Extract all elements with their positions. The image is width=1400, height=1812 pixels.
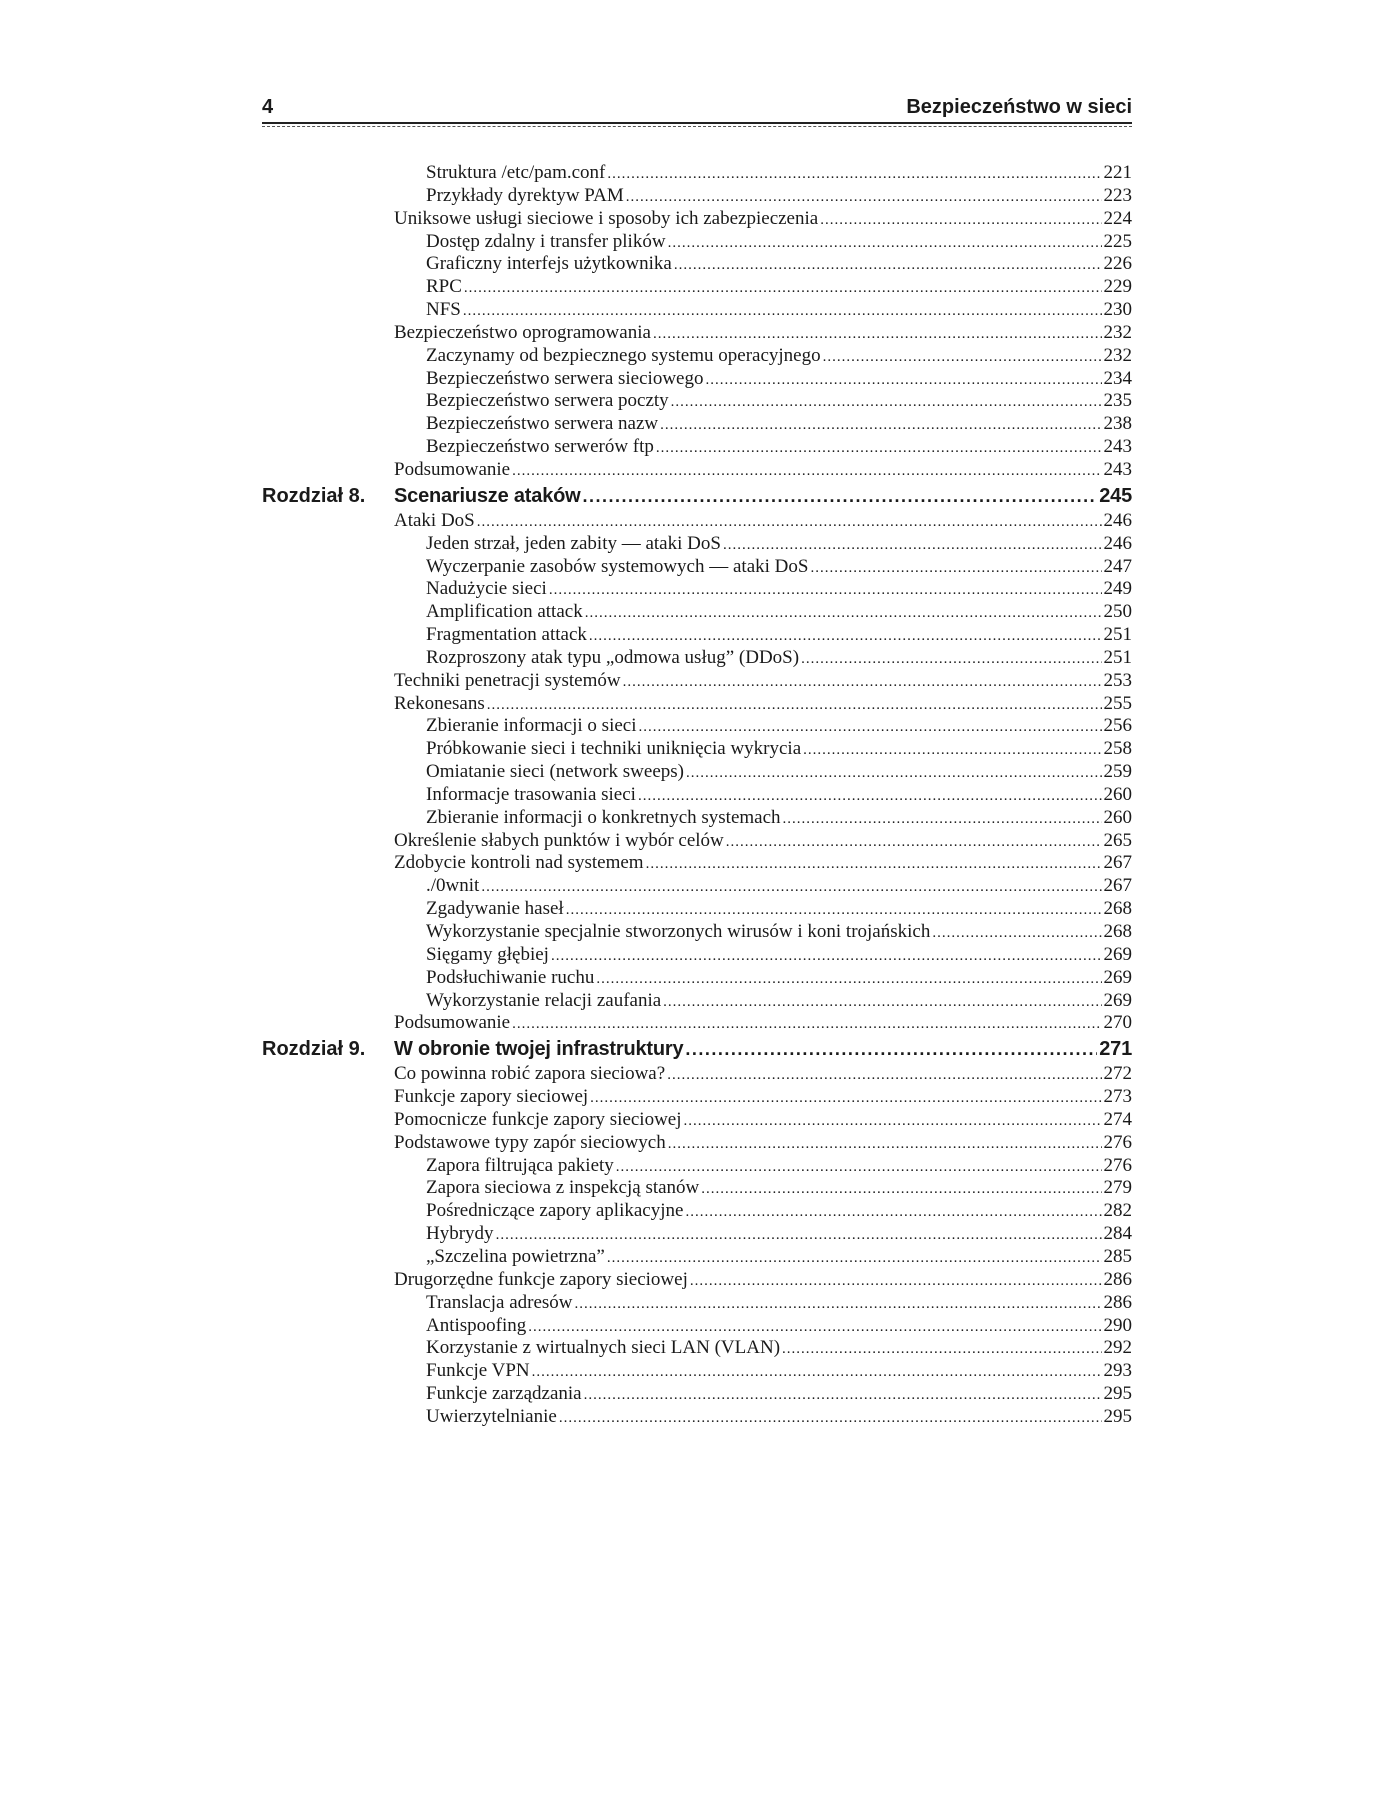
toc-entry — [426, 1223, 1132, 1246]
toc-entry — [426, 761, 1132, 784]
toc-row — [262, 921, 1132, 944]
chapter-label: Rozdział 9. — [262, 1038, 366, 1061]
entry-page-number: 293 — [1103, 1360, 1132, 1382]
dot-leader — [512, 1013, 1101, 1036]
dot-leader — [626, 186, 1102, 209]
toc-entry — [426, 1246, 1132, 1269]
entry-title: Fragmentation attack — [426, 624, 587, 646]
dot-leader — [782, 1338, 1101, 1361]
toc-entry — [426, 624, 1132, 647]
dot-leader — [616, 1156, 1102, 1179]
toc-row — [262, 715, 1132, 738]
toc-entry — [426, 784, 1132, 807]
entry-title: Co powinna robić zapora sieciowa? — [394, 1063, 666, 1085]
entry-title: Podsumowanie — [394, 1012, 511, 1034]
entry-page-number: 292 — [1103, 1337, 1132, 1359]
entry-page-number: 271 — [1099, 1038, 1132, 1061]
toc-row — [262, 231, 1132, 254]
dot-leader — [685, 1201, 1101, 1224]
entry-title: Bezpieczeństwo serwera poczty — [426, 390, 669, 412]
entry-title: Podsumowanie — [394, 458, 511, 480]
toc-row — [262, 624, 1132, 647]
entry-page-number: 258 — [1103, 738, 1132, 760]
toc-row — [262, 1315, 1132, 1338]
toc-entry — [426, 1337, 1132, 1360]
toc-entry — [426, 601, 1132, 624]
entry-page-number: 243 — [1103, 458, 1132, 480]
dot-leader — [726, 831, 1102, 854]
entry-page-number: 265 — [1103, 829, 1132, 851]
toc-entry — [426, 1292, 1132, 1315]
entry-page-number: 238 — [1103, 413, 1132, 435]
toc-row — [262, 1337, 1132, 1360]
toc-row — [262, 413, 1132, 436]
dot-leader — [585, 602, 1102, 625]
toc-entry — [426, 990, 1132, 1013]
entry-page-number: 251 — [1103, 624, 1132, 646]
entry-title: Zapora filtrująca pakiety — [426, 1154, 614, 1176]
entry-title: Zaczynamy od bezpiecznego systemu operacyjnego — [426, 344, 821, 366]
dot-leader — [487, 694, 1102, 717]
dot-leader — [706, 369, 1102, 392]
dot-leader — [512, 460, 1101, 483]
toc-entry — [426, 556, 1132, 579]
entry-title: Dostęp zdalny i transfer plików — [426, 230, 666, 252]
toc-entry — [426, 162, 1132, 185]
entry-page-number: 232 — [1103, 321, 1132, 343]
toc-row — [262, 1177, 1132, 1200]
toc-row — [262, 556, 1132, 579]
toc-row — [262, 1292, 1132, 1315]
entry-title: Bezpieczeństwo oprogramowania — [394, 321, 651, 343]
entry-page-number: 229 — [1103, 276, 1132, 298]
entry-title: ./0wnit — [426, 875, 480, 897]
dot-leader — [463, 300, 1102, 323]
dot-leader — [684, 1110, 1102, 1133]
entry-page-number: 225 — [1103, 230, 1132, 252]
toc-entry — [426, 413, 1132, 436]
toc-entry — [394, 830, 1132, 853]
dot-leader — [820, 209, 1101, 232]
entry-title: Bezpieczeństwo serwera nazw — [426, 413, 659, 435]
entry-title: Próbkowanie sieci i techniki uniknięcia wykrycia — [426, 738, 802, 760]
dot-leader — [584, 1384, 1102, 1407]
entry-page-number: 273 — [1103, 1086, 1132, 1108]
entry-title: Uwierzytelnianie — [426, 1405, 557, 1427]
dot-leader — [823, 346, 1102, 369]
dot-leader — [639, 716, 1102, 739]
toc-entry — [426, 368, 1132, 391]
toc-row — [262, 1155, 1132, 1178]
toc-row — [262, 807, 1132, 830]
toc-row — [262, 898, 1132, 921]
toc-entry — [394, 208, 1132, 231]
toc-entry — [394, 1012, 1132, 1035]
dot-leader — [589, 625, 1102, 648]
entry-page-number: 224 — [1103, 207, 1132, 229]
entry-page-number: 246 — [1103, 509, 1132, 531]
dot-leader — [653, 323, 1102, 346]
entry-title: Omiatanie sieci (network sweeps) — [426, 761, 684, 783]
dot-leader — [551, 945, 1102, 968]
toc-row — [262, 459, 1132, 482]
dot-leader — [663, 991, 1101, 1014]
chapter-row — [262, 482, 1132, 510]
dot-leader — [607, 163, 1101, 186]
entry-title: Rozproszony atak typu „odmowa usług” (DDoS) — [426, 646, 800, 668]
entry-title: Informacje trasowania sieci — [426, 783, 636, 805]
toc-entry — [394, 510, 1132, 533]
toc-entry — [426, 1383, 1132, 1406]
entry-title: Ataki DoS — [394, 509, 475, 531]
entry-title: Nadużycie sieci — [426, 578, 547, 600]
toc-row — [262, 670, 1132, 693]
entry-page-number: 295 — [1103, 1383, 1132, 1405]
toc-row — [262, 1132, 1132, 1155]
toc-entry — [426, 390, 1132, 413]
entry-page-number: 269 — [1103, 989, 1132, 1011]
toc-entry — [426, 715, 1132, 738]
entry-page-number: 269 — [1103, 966, 1132, 988]
entry-page-number: 272 — [1103, 1063, 1132, 1085]
toc-entry — [394, 693, 1132, 716]
toc-entry — [426, 1315, 1132, 1338]
toc-entry — [426, 807, 1132, 830]
entry-page-number: 235 — [1103, 390, 1132, 412]
dot-leader — [701, 1178, 1101, 1201]
entry-page-number: 226 — [1103, 253, 1132, 275]
entry-page-number: 250 — [1103, 601, 1132, 623]
entry-title: Zgadywanie haseł — [426, 898, 564, 920]
entry-page-number: 295 — [1103, 1405, 1132, 1427]
dot-leader — [932, 922, 1101, 945]
toc-row — [262, 1012, 1132, 1035]
toc-row — [262, 299, 1132, 322]
entry-page-number: 259 — [1103, 761, 1132, 783]
toc-entry — [394, 459, 1132, 482]
toc-entry — [426, 1155, 1132, 1178]
entry-title: Zapora sieciowa z inspekcją stanów — [426, 1177, 700, 1199]
toc-row — [262, 253, 1132, 276]
entry-page-number: 260 — [1103, 806, 1132, 828]
toc-row — [262, 784, 1132, 807]
entry-page-number: 290 — [1103, 1314, 1132, 1336]
toc-entry — [426, 231, 1132, 254]
toc-row — [262, 1406, 1132, 1429]
toc-row — [262, 1269, 1132, 1292]
toc-entry — [426, 1406, 1132, 1429]
entry-title: Pomocnicze funkcje zapory sieciowej — [394, 1108, 682, 1130]
toc-row — [262, 1246, 1132, 1269]
entry-title: Wykorzystanie relacji zaufania — [426, 989, 662, 1011]
entry-title: Funkcje zarządzania — [426, 1383, 582, 1405]
toc-entry — [426, 921, 1132, 944]
toc-entry — [426, 967, 1132, 990]
toc-row — [262, 1360, 1132, 1383]
dot-leader — [496, 1224, 1102, 1247]
entry-page-number: 249 — [1103, 578, 1132, 600]
entry-title: Uniksowe usługi sieciowe i sposoby ich zabezpieczenia — [394, 207, 819, 229]
toc-row — [262, 276, 1132, 299]
toc-row — [262, 162, 1132, 185]
toc-entry — [426, 898, 1132, 921]
dot-leader — [559, 1407, 1102, 1430]
toc-row — [262, 852, 1132, 875]
entry-title: RPC — [426, 276, 462, 298]
toc-entry — [394, 1035, 1132, 1063]
toc-row — [262, 208, 1132, 231]
entry-title: Zdobycie kontroli nad systemem — [394, 852, 644, 874]
toc-entry — [426, 185, 1132, 208]
toc-row — [262, 761, 1132, 784]
entry-page-number: 246 — [1103, 532, 1132, 554]
entry-page-number: 243 — [1103, 436, 1132, 458]
dot-leader — [623, 671, 1102, 694]
entry-title: Rekonesans — [394, 692, 485, 714]
entry-page-number: 260 — [1103, 783, 1132, 805]
entry-title: Zbieranie informacji o sieci — [426, 715, 637, 737]
dot-leader — [686, 762, 1102, 785]
entry-title: Sięgamy głębiej — [426, 943, 549, 965]
entry-page-number: 256 — [1103, 715, 1132, 737]
toc-row — [262, 185, 1132, 208]
dot-leader — [690, 1270, 1102, 1293]
entry-page-number: 286 — [1103, 1268, 1132, 1290]
dot-leader — [638, 785, 1102, 808]
toc-row — [262, 875, 1132, 898]
toc-row — [262, 578, 1132, 601]
page-header — [262, 96, 1132, 122]
toc-entry — [426, 647, 1132, 670]
entry-page-number: 221 — [1103, 162, 1132, 183]
toc-entry — [426, 533, 1132, 556]
toc-entry — [426, 1360, 1132, 1383]
entry-page-number: 274 — [1103, 1108, 1132, 1130]
toc-entry — [426, 436, 1132, 459]
dot-leader — [575, 1293, 1102, 1316]
dot-leader — [783, 808, 1102, 831]
dot-leader — [596, 968, 1101, 991]
entry-title: Bezpieczeństwo serwera sieciowego — [426, 367, 704, 389]
toc-entry — [426, 253, 1132, 276]
toc-entry — [426, 944, 1132, 967]
toc-row — [262, 1109, 1132, 1132]
entry-title: Hybrydy — [426, 1223, 494, 1245]
entry-title: Określenie słabych punktów i wybór celów — [394, 829, 724, 851]
entry-page-number: 269 — [1103, 943, 1132, 965]
entry-title: Korzystanie z wirtualnych sieci LAN (VLAN) — [426, 1337, 781, 1359]
toc-row — [262, 990, 1132, 1013]
entry-page-number: 282 — [1103, 1200, 1132, 1222]
toc-row — [262, 368, 1132, 391]
toc-row — [262, 533, 1132, 556]
toc-row — [262, 436, 1132, 459]
entry-title: Przykłady dyrektyw PAM — [426, 184, 624, 206]
dot-leader — [685, 1035, 1097, 1063]
entry-title: Pośredniczące zapory aplikacyjne — [426, 1200, 684, 1222]
toc-entry — [394, 852, 1132, 875]
dot-leader — [549, 579, 1102, 602]
entry-title: Bezpieczeństwo serwerów ftp — [426, 436, 654, 458]
toc-row — [262, 322, 1132, 345]
entry-title: W obronie twojej infrastruktury — [394, 1038, 684, 1061]
toc-row — [262, 345, 1132, 368]
dot-leader — [671, 391, 1102, 414]
toc-entry — [394, 1269, 1132, 1292]
entry-page-number: 267 — [1103, 875, 1132, 897]
toc-row — [262, 967, 1132, 990]
entry-page-number: 230 — [1103, 299, 1132, 321]
toc-row — [262, 1086, 1132, 1109]
entry-title: Podstawowe typy zapór sieciowych — [394, 1131, 666, 1153]
entry-title: Zbieranie informacji o konkretnych systemach — [426, 806, 781, 828]
dot-leader — [590, 1087, 1101, 1110]
header-rule — [262, 122, 1132, 124]
entry-title: Drugorzędne funkcje zapory sieciowej — [394, 1268, 688, 1290]
dot-leader — [668, 232, 1102, 255]
dot-leader — [477, 511, 1102, 534]
entry-page-number: 223 — [1103, 184, 1132, 206]
dot-leader — [810, 557, 1101, 580]
toc-row — [262, 738, 1132, 761]
entry-title: Funkcje zapory sieciowej — [394, 1086, 589, 1108]
toc-row — [262, 1383, 1132, 1406]
dot-leader — [801, 648, 1101, 671]
toc-row — [262, 390, 1132, 413]
entry-page-number: 234 — [1103, 367, 1132, 389]
entry-title: Podsłuchiwanie ruchu — [426, 966, 595, 988]
dot-leader — [583, 482, 1098, 510]
header-dashed-rule — [262, 126, 1132, 127]
toc-row — [262, 830, 1132, 853]
dot-leader — [566, 899, 1102, 922]
dot-leader — [667, 1064, 1101, 1087]
toc-entry — [394, 670, 1132, 693]
entry-page-number: 286 — [1103, 1291, 1132, 1313]
entry-page-number: 276 — [1103, 1131, 1132, 1153]
entry-page-number: 279 — [1103, 1177, 1132, 1199]
entry-title: Wyczerpanie zasobów systemowych — ataki DoS — [426, 555, 809, 577]
running-title: Bezpieczeństwo w sieci — [906, 96, 1132, 118]
toc-entry — [394, 322, 1132, 345]
dot-leader — [656, 437, 1102, 460]
entry-page-number: 268 — [1103, 898, 1132, 920]
entry-title: NFS — [426, 299, 461, 321]
entry-page-number: 267 — [1103, 852, 1132, 874]
toc-entry — [394, 482, 1132, 510]
entry-title: Struktura /etc/pam.conf — [426, 162, 606, 183]
toc-entry — [394, 1109, 1132, 1132]
dot-leader — [803, 739, 1101, 762]
toc-entry — [394, 1132, 1132, 1155]
entry-title: Translacja adresów — [426, 1291, 573, 1313]
toc-row — [262, 510, 1132, 533]
entry-title: „Szczelina powietrzna” — [426, 1245, 605, 1267]
entry-page-number: 245 — [1099, 484, 1132, 507]
entry-page-number: 284 — [1103, 1223, 1132, 1245]
dot-leader — [464, 277, 1102, 300]
toc-entry — [394, 1086, 1132, 1109]
dot-leader — [646, 853, 1102, 876]
table-of-contents — [262, 162, 1132, 1429]
toc-row — [262, 944, 1132, 967]
entry-title: Techniki penetracji systemów — [394, 669, 621, 691]
entry-title: Amplification attack — [426, 601, 583, 623]
dot-leader — [674, 254, 1102, 277]
toc-row — [262, 601, 1132, 624]
toc-entry — [426, 578, 1132, 601]
entry-page-number: 251 — [1103, 646, 1132, 668]
entry-page-number: 276 — [1103, 1154, 1132, 1176]
toc-row — [262, 647, 1132, 670]
entry-page-number: 270 — [1103, 1012, 1132, 1034]
toc-row — [262, 1223, 1132, 1246]
toc-row — [262, 1063, 1132, 1086]
toc-entry — [426, 738, 1132, 761]
toc-row — [262, 693, 1132, 716]
dot-leader — [481, 876, 1101, 899]
toc-entry — [426, 276, 1132, 299]
entry-page-number: 255 — [1103, 692, 1132, 714]
dot-leader — [723, 534, 1102, 557]
toc-entry — [426, 345, 1132, 368]
dot-leader — [532, 1361, 1102, 1384]
entry-title: Wykorzystanie specjalnie stworzonych wirusów i koni trojańskich — [426, 921, 931, 942]
dot-leader — [660, 414, 1101, 437]
entry-title: Antispoofing — [426, 1314, 527, 1336]
entry-title: Graficzny interfejs użytkownika — [426, 253, 672, 275]
dot-leader — [607, 1247, 1102, 1270]
entry-title: Funkcje VPN — [426, 1360, 530, 1382]
toc-entry — [426, 875, 1132, 898]
entry-page-number: 268 — [1103, 921, 1132, 942]
chapter-label: Rozdział 8. — [262, 484, 366, 507]
entry-page-number: 247 — [1103, 555, 1132, 577]
entry-page-number: 232 — [1103, 344, 1132, 366]
toc-row — [262, 1200, 1132, 1223]
page-number: 4 — [262, 96, 274, 118]
dot-leader — [528, 1316, 1101, 1339]
chapter-row — [262, 1035, 1132, 1063]
toc-entry — [426, 299, 1132, 322]
entry-page-number: 253 — [1103, 669, 1132, 691]
entry-title: Scenariusze ataków — [394, 484, 581, 507]
dot-leader — [668, 1133, 1102, 1156]
entry-page-number: 285 — [1103, 1245, 1132, 1267]
toc-entry — [426, 1200, 1132, 1223]
toc-entry — [394, 1063, 1132, 1086]
toc-entry — [426, 1177, 1132, 1200]
entry-title: Jeden strzał, jeden zabity — ataki DoS — [426, 532, 721, 554]
